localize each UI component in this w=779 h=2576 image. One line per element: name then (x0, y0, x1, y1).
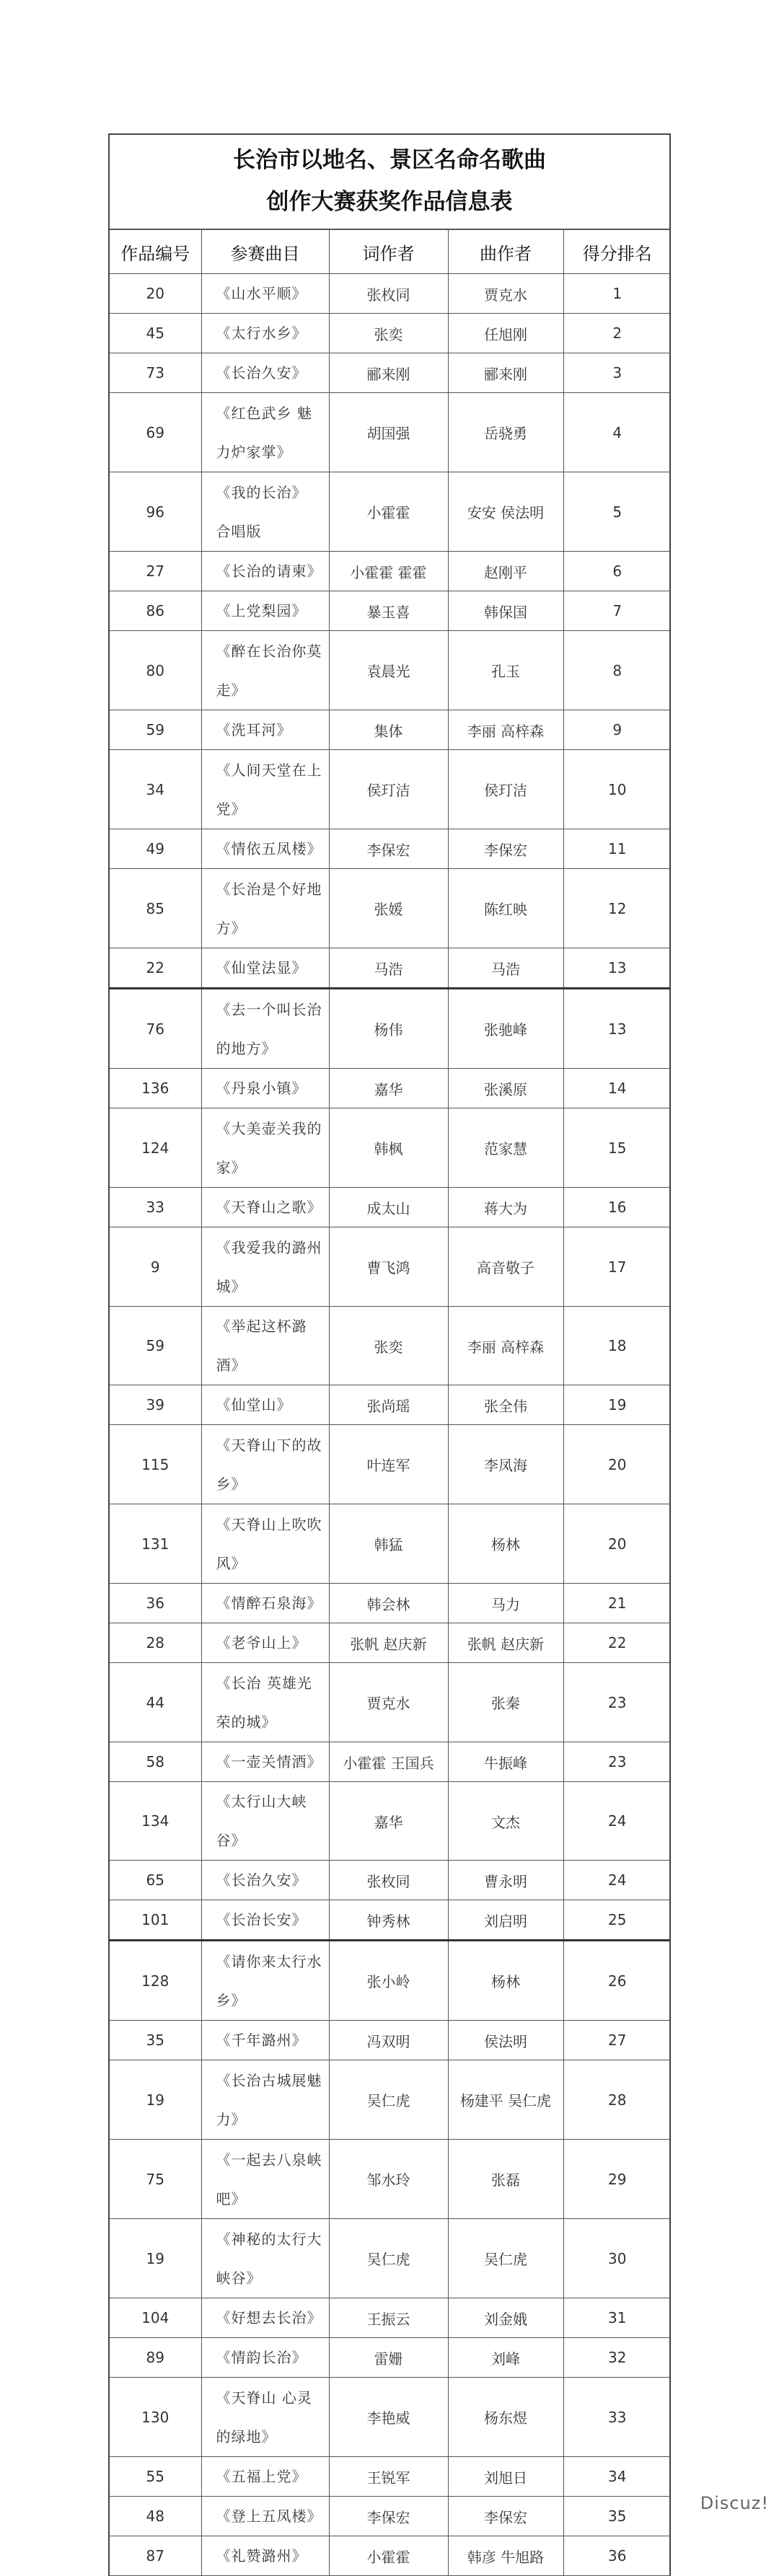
table-row (110, 2298, 671, 2338)
cell-lyricist: 张奕 (329, 314, 448, 353)
cell-composer: 蒋大为 (448, 1188, 563, 1227)
table-row (110, 1108, 671, 1188)
cell-id: 73 (110, 353, 201, 393)
cell-lyricist: 冯双明 (329, 2021, 448, 2060)
cell-lyricist: 集体 (329, 710, 448, 750)
cell-id: 96 (110, 472, 201, 552)
cell-composer: 安安 侯法明 (448, 472, 563, 552)
cell-song: 《长治古城展魅力》 (201, 2060, 329, 2140)
cell-composer: 刘启明 (448, 1900, 563, 1941)
cell-lyricist: 暴玉喜 (329, 591, 448, 631)
table-row (110, 1782, 671, 1861)
cell-composer: 李凤海 (448, 1425, 563, 1504)
cell-song: 《长治久安》 (201, 1861, 329, 1900)
table-row (110, 2219, 671, 2298)
cell-rank: 31 (563, 2298, 671, 2338)
cell-lyricist: 李保宏 (329, 2497, 448, 2536)
cell-song: 《我的长治》 合唱版 (201, 472, 329, 552)
table-row (110, 1941, 671, 2021)
cell-lyricist: 王振云 (329, 2298, 448, 2338)
cell-id: 55 (110, 2457, 201, 2497)
table-row (110, 1307, 671, 1385)
cell-song: 《太行山大峡谷》 (201, 1782, 329, 1861)
cell-rank: 19 (563, 1385, 671, 1425)
cell-rank: 32 (563, 2338, 671, 2378)
cell-id: 76 (110, 989, 201, 1069)
cell-song: 《天脊山 心灵的绿地》 (201, 2378, 329, 2457)
cell-composer: 岳骁勇 (448, 393, 563, 472)
cell-composer: 刘金娥 (448, 2298, 563, 2338)
cell-lyricist: 李艳威 (329, 2378, 448, 2457)
header-song: 参赛曲目 (201, 230, 329, 274)
cell-id: 86 (110, 591, 201, 631)
cell-rank: 10 (563, 750, 671, 829)
cell-composer: 侯法明 (448, 2021, 563, 2060)
cell-song: 《红色武乡 魅力炉家掌》 (201, 393, 329, 472)
cell-composer: 杨东煜 (448, 2378, 563, 2457)
cell-rank: 24 (563, 1782, 671, 1861)
cell-song: 《天脊山下的故乡》 (201, 1425, 329, 1504)
table-row (110, 1188, 671, 1227)
cell-composer: 贾克水 (448, 274, 563, 314)
cell-composer: 张全伟 (448, 1385, 563, 1425)
table-row (110, 274, 671, 314)
cell-lyricist: 张枚同 (329, 274, 448, 314)
cell-lyricist: 张尚瑶 (329, 1385, 448, 1425)
table-row (110, 829, 671, 869)
cell-song: 《长治久安》 (201, 353, 329, 393)
cell-id: 33 (110, 1188, 201, 1227)
cell-lyricist: 曹飞鸿 (329, 1227, 448, 1307)
cell-lyricist: 袁晨光 (329, 631, 448, 710)
cell-song: 《一壶关情酒》 (201, 1742, 329, 1782)
cell-id: 19 (110, 2219, 201, 2298)
table-row (110, 2378, 671, 2457)
cell-id: 131 (110, 1504, 201, 1584)
header-composer: 曲作者 (448, 230, 563, 274)
cell-song: 《天脊山上吹吹风》 (201, 1504, 329, 1584)
cell-song: 《上党梨园》 (201, 591, 329, 631)
cell-rank: 15 (563, 1108, 671, 1188)
cell-id: 136 (110, 1069, 201, 1108)
table-row (110, 2140, 671, 2219)
cell-lyricist: 胡国强 (329, 393, 448, 472)
cell-rank: 2 (563, 314, 671, 353)
table-row (110, 393, 671, 472)
cell-composer: 韩保国 (448, 591, 563, 631)
cell-rank: 1 (563, 274, 671, 314)
cell-rank: 12 (563, 869, 671, 948)
cell-id: 48 (110, 2497, 201, 2536)
table-row (110, 2338, 671, 2378)
cell-rank: 33 (563, 2378, 671, 2457)
cell-song: 《长治是个好地方》 (201, 869, 329, 948)
table-row (110, 869, 671, 948)
cell-id: 19 (110, 2060, 201, 2140)
cell-id: 35 (110, 2021, 201, 2060)
cell-composer: 张溪原 (448, 1069, 563, 1108)
cell-song: 《情醉石泉海》 (201, 1584, 329, 1623)
cell-id: 89 (110, 2338, 201, 2378)
cell-composer: 张帆 赵庆新 (448, 1623, 563, 1663)
cell-rank: 8 (563, 631, 671, 710)
table-header-row (110, 230, 671, 274)
sheet-title-line-2: 创作大赛获奖作品信息表 (110, 181, 669, 229)
cell-id: 69 (110, 393, 201, 472)
cell-song: 《老爷山上》 (201, 1623, 329, 1663)
cell-rank: 20 (563, 1504, 671, 1584)
cell-id: 28 (110, 1623, 201, 1663)
cell-rank: 17 (563, 1227, 671, 1307)
cell-rank: 5 (563, 472, 671, 552)
header-rank: 得分排名 (563, 230, 671, 274)
cell-composer: 高音敬子 (448, 1227, 563, 1307)
table-row (110, 631, 671, 710)
cell-song: 《仙堂山》 (201, 1385, 329, 1425)
table-row (110, 2536, 671, 2576)
header-id: 作品编号 (110, 230, 201, 274)
cell-id: 34 (110, 750, 201, 829)
cell-composer: 张磊 (448, 2140, 563, 2219)
cell-id: 49 (110, 829, 201, 869)
cell-song: 《仙堂法显》 (201, 948, 329, 989)
cell-composer: 赵刚平 (448, 552, 563, 591)
cell-song: 《一起去八泉峡吧》 (201, 2140, 329, 2219)
cell-id: 87 (110, 2536, 201, 2576)
table-row (110, 710, 671, 750)
cell-lyricist: 钟秀林 (329, 1900, 448, 1941)
cell-composer: 陈红映 (448, 869, 563, 948)
cell-rank: 3 (563, 353, 671, 393)
cell-composer: 马浩 (448, 948, 563, 989)
cell-rank: 6 (563, 552, 671, 591)
award-info-sheet (108, 133, 671, 2576)
cell-rank: 35 (563, 2497, 671, 2536)
cell-song: 《情依五凤楼》 (201, 829, 329, 869)
cell-rank: 34 (563, 2457, 671, 2497)
cell-lyricist: 侯玎洁 (329, 750, 448, 829)
cell-composer: 吴仁虎 (448, 2219, 563, 2298)
table-row (110, 1504, 671, 1584)
cell-rank: 25 (563, 1900, 671, 1941)
cell-composer: 牛振峰 (448, 1742, 563, 1782)
cell-rank: 16 (563, 1188, 671, 1227)
cell-id: 9 (110, 1227, 201, 1307)
table-row (110, 2497, 671, 2536)
cell-rank: 22 (563, 1623, 671, 1663)
table-row (110, 314, 671, 353)
cell-id: 124 (110, 1108, 201, 1188)
cell-lyricist: 张小岭 (329, 1941, 448, 2021)
cell-composer: 范家慧 (448, 1108, 563, 1188)
cell-rank: 4 (563, 393, 671, 472)
cell-id: 80 (110, 631, 201, 710)
cell-lyricist: 小霍霍 (329, 472, 448, 552)
cell-composer: 韩彦 牛旭路 (448, 2536, 563, 2576)
table-row (110, 2021, 671, 2060)
cell-composer: 曹永明 (448, 1861, 563, 1900)
table-row (110, 1584, 671, 1623)
cell-rank: 26 (563, 1941, 671, 2021)
table-row (110, 948, 671, 989)
cell-id: 20 (110, 274, 201, 314)
cell-id: 65 (110, 1861, 201, 1900)
cell-rank: 29 (563, 2140, 671, 2219)
table-row (110, 2457, 671, 2497)
cell-composer: 文杰 (448, 1782, 563, 1861)
cell-song: 《登上五凤楼》 (201, 2497, 329, 2536)
cell-rank: 20 (563, 1425, 671, 1504)
cell-rank: 24 (563, 1861, 671, 1900)
cell-lyricist: 郦来刚 (329, 353, 448, 393)
cell-song: 《人间天堂在上党》 (201, 750, 329, 829)
cell-id: 58 (110, 1742, 201, 1782)
cell-song: 《千年潞州》 (201, 2021, 329, 2060)
cell-composer: 杨林 (448, 1504, 563, 1584)
cell-lyricist: 雷姗 (329, 2338, 448, 2378)
cell-id: 59 (110, 710, 201, 750)
table-row (110, 750, 671, 829)
cell-lyricist: 邹水玲 (329, 2140, 448, 2219)
cell-song: 《大美壶关我的家》 (201, 1108, 329, 1188)
cell-song: 《长治的请柬》 (201, 552, 329, 591)
cell-song: 《请你来太行水乡》 (201, 1941, 329, 2021)
cell-lyricist: 张帆 赵庆新 (329, 1623, 448, 1663)
header-lyricist: 词作者 (329, 230, 448, 274)
cell-id: 134 (110, 1782, 201, 1861)
cell-lyricist: 贾克水 (329, 1663, 448, 1742)
cell-song: 《好想去长治》 (201, 2298, 329, 2338)
cell-id: 27 (110, 552, 201, 591)
cell-song: 《长治长安》 (201, 1900, 329, 1941)
cell-composer: 张秦 (448, 1663, 563, 1742)
cell-lyricist: 杨伟 (329, 989, 448, 1069)
cell-lyricist: 韩猛 (329, 1504, 448, 1584)
award-table (110, 229, 671, 2576)
cell-rank: 14 (563, 1069, 671, 1108)
cell-lyricist: 张枚同 (329, 1861, 448, 1900)
cell-lyricist: 王锐军 (329, 2457, 448, 2497)
table-row (110, 989, 671, 1069)
cell-lyricist: 马浩 (329, 948, 448, 989)
cell-song: 《山水平顺》 (201, 274, 329, 314)
cell-composer: 刘旭日 (448, 2457, 563, 2497)
cell-composer: 任旭刚 (448, 314, 563, 353)
cell-song: 《我爱我的潞州城》 (201, 1227, 329, 1307)
cell-composer: 孔玉 (448, 631, 563, 710)
cell-composer: 张驰峰 (448, 989, 563, 1069)
table-row (110, 353, 671, 393)
cell-rank: 13 (563, 948, 671, 989)
cell-id: 22 (110, 948, 201, 989)
table-row (110, 1900, 671, 1941)
cell-composer: 李保宏 (448, 829, 563, 869)
cell-id: 75 (110, 2140, 201, 2219)
cell-song: 《神秘的太行大峡谷》 (201, 2219, 329, 2298)
cell-lyricist: 张媛 (329, 869, 448, 948)
cell-id: 104 (110, 2298, 201, 2338)
cell-composer: 马力 (448, 1584, 563, 1623)
cell-rank: 28 (563, 2060, 671, 2140)
cell-id: 59 (110, 1307, 201, 1385)
cell-rank: 11 (563, 829, 671, 869)
cell-rank: 7 (563, 591, 671, 631)
cell-lyricist: 韩枫 (329, 1108, 448, 1188)
cell-lyricist: 小霍霍 霍霍 (329, 552, 448, 591)
cell-id: 85 (110, 869, 201, 948)
table-row (110, 1069, 671, 1108)
cell-lyricist: 韩会林 (329, 1584, 448, 1623)
cell-song: 《五福上党》 (201, 2457, 329, 2497)
cell-lyricist: 嘉华 (329, 1069, 448, 1108)
table-row (110, 1861, 671, 1900)
cell-composer: 李丽 高梓森 (448, 710, 563, 750)
sheet-title-line-1: 长治市以地名、景区名命名歌曲 (233, 147, 546, 173)
cell-lyricist: 小霍霍 (329, 2536, 448, 2576)
cell-id: 39 (110, 1385, 201, 1425)
table-row (110, 552, 671, 591)
cell-composer: 杨建平 吴仁虎 (448, 2060, 563, 2140)
cell-composer: 郦来刚 (448, 353, 563, 393)
cell-lyricist: 小霍霍 王国兵 (329, 1742, 448, 1782)
cell-song: 《情韵长治》 (201, 2338, 329, 2378)
table-row (110, 472, 671, 552)
cell-id: 101 (110, 1900, 201, 1941)
cell-rank: 36 (563, 2536, 671, 2576)
table-row (110, 1385, 671, 1425)
table-row (110, 2060, 671, 2140)
cell-song: 《举起这杯潞酒》 (201, 1307, 329, 1385)
table-row (110, 591, 671, 631)
cell-id: 44 (110, 1663, 201, 1742)
cell-rank: 23 (563, 1663, 671, 1742)
cell-lyricist: 成太山 (329, 1188, 448, 1227)
cell-lyricist: 嘉华 (329, 1782, 448, 1861)
table-row (110, 1227, 671, 1307)
cell-song: 《礼赞潞州》 (201, 2536, 329, 2576)
cell-lyricist: 吴仁虎 (329, 2219, 448, 2298)
cell-song: 《丹泉小镇》 (201, 1069, 329, 1108)
cell-lyricist: 叶连军 (329, 1425, 448, 1504)
table-row (110, 1623, 671, 1663)
cell-song: 《醉在长治你莫走》 (201, 631, 329, 710)
cell-song: 《长治 英雄光荣的城》 (201, 1663, 329, 1742)
cell-lyricist: 李保宏 (329, 829, 448, 869)
cell-lyricist: 张奕 (329, 1307, 448, 1385)
cell-song: 《去一个叫长治的地方》 (201, 989, 329, 1069)
cell-rank: 21 (563, 1584, 671, 1623)
cell-lyricist: 吴仁虎 (329, 2060, 448, 2140)
table-row (110, 1663, 671, 1742)
cell-id: 128 (110, 1941, 201, 2021)
cell-rank: 23 (563, 1742, 671, 1782)
cell-song: 《太行水乡》 (201, 314, 329, 353)
cell-song: 《洗耳河》 (201, 710, 329, 750)
cell-composer: 杨林 (448, 1941, 563, 2021)
forum-watermark: Discuz! (700, 2493, 769, 2513)
cell-rank: 9 (563, 710, 671, 750)
cell-id: 36 (110, 1584, 201, 1623)
cell-id: 45 (110, 314, 201, 353)
cell-composer: 侯玎洁 (448, 750, 563, 829)
cell-id: 115 (110, 1425, 201, 1504)
cell-song: 《天脊山之歌》 (201, 1188, 329, 1227)
cell-composer: 李保宏 (448, 2497, 563, 2536)
cell-rank: 27 (563, 2021, 671, 2060)
cell-rank: 30 (563, 2219, 671, 2298)
table-row (110, 1425, 671, 1504)
cell-composer: 刘峰 (448, 2338, 563, 2378)
cell-composer: 李丽 高梓森 (448, 1307, 563, 1385)
cell-rank: 18 (563, 1307, 671, 1385)
cell-id: 130 (110, 2378, 201, 2457)
cell-rank: 13 (563, 989, 671, 1069)
table-row (110, 1742, 671, 1782)
